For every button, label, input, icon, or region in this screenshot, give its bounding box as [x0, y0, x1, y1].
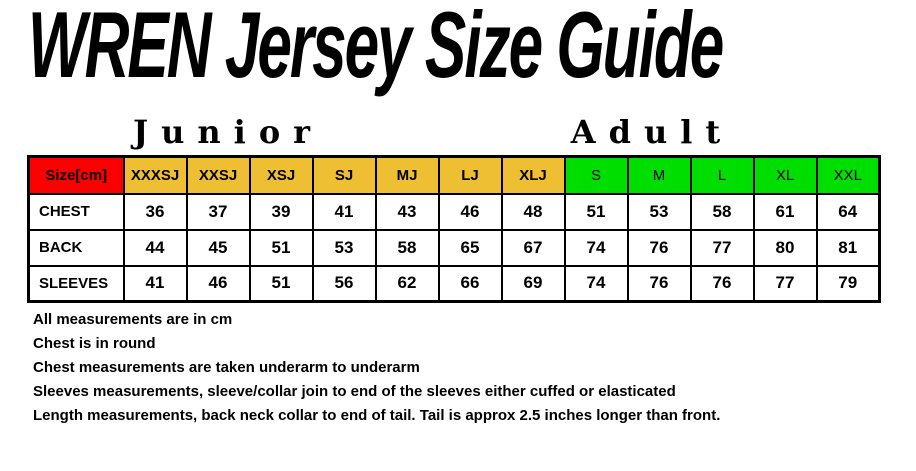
size-header-row: [29, 157, 880, 194]
back-value-cell: 51: [250, 230, 313, 266]
sleeves-value-cell: 51: [250, 266, 313, 302]
table-row-back: [29, 230, 880, 266]
back-value-cell: 58: [376, 230, 439, 266]
junior-group-heading: Junior: [132, 113, 324, 151]
sleeves-value-cell: 74: [565, 266, 628, 302]
row-label-chest: CHEST: [29, 194, 124, 230]
size-header-cell-lj: LJ: [439, 157, 502, 194]
size-header-cell-xlj: XLJ: [502, 157, 565, 194]
back-value-cell: 44: [124, 230, 187, 266]
back-value-cell: 67: [502, 230, 565, 266]
size-header-cell-xl: XL: [754, 157, 817, 194]
row-label-sleeves: SLEEVES: [29, 266, 124, 302]
size-header-cell-xxsj: XXSJ: [187, 157, 250, 194]
note-line-length-method: Length measurements, back neck collar to end of tail. Tail is approx 2.5 inches longer than front.: [33, 407, 721, 424]
measurement-notes: [33, 308, 720, 428]
chest-value-cell: 48: [502, 194, 565, 230]
chest-value-cell: 39: [250, 194, 313, 230]
row-label-back: BACK: [29, 230, 124, 266]
size-header-cell-xxl: XXL: [817, 157, 880, 194]
sleeves-value-cell: 46: [187, 266, 250, 302]
size-unit-header-cell: Size[cm]: [29, 157, 124, 194]
size-header-cell-s: S: [565, 157, 628, 194]
chest-value-cell: 41: [313, 194, 376, 230]
size-header-cell-xsj: XSJ: [250, 157, 313, 194]
chest-value-cell: 37: [187, 194, 250, 230]
note-line-sleeves-method: Sleeves measurements, sleeve/collar join to end of the sleeves either cuffed or elasticated: [33, 383, 676, 400]
chest-value-cell: 61: [754, 194, 817, 230]
adult-group-heading: Adult: [570, 113, 734, 151]
back-value-cell: 77: [691, 230, 754, 266]
size-header-cell-sj: SJ: [313, 157, 376, 194]
chest-value-cell: 36: [124, 194, 187, 230]
size-header-cell-mj: MJ: [376, 157, 439, 194]
sleeves-value-cell: 66: [439, 266, 502, 302]
chest-value-cell: 64: [817, 194, 880, 230]
sleeves-value-cell: 69: [502, 266, 565, 302]
sleeves-value-cell: 77: [754, 266, 817, 302]
table-row-sleeves: [29, 266, 880, 302]
size-guide-table: [27, 155, 881, 303]
size-header-cell-l: L: [691, 157, 754, 194]
back-value-cell: 74: [565, 230, 628, 266]
note-line-chest-method: Chest measurements are taken underarm to underarm: [33, 359, 420, 376]
chest-value-cell: 58: [691, 194, 754, 230]
sleeves-value-cell: 79: [817, 266, 880, 302]
chest-value-cell: 43: [376, 194, 439, 230]
back-value-cell: 80: [754, 230, 817, 266]
sleeves-value-cell: 56: [313, 266, 376, 302]
chest-value-cell: 51: [565, 194, 628, 230]
size-header-cell-m: M: [628, 157, 691, 194]
page-title: WREN Jersey Size Guide: [28, 0, 723, 97]
back-value-cell: 65: [439, 230, 502, 266]
sleeves-value-cell: 62: [376, 266, 439, 302]
chest-value-cell: 53: [628, 194, 691, 230]
note-line-chest-round: Chest is in round: [33, 335, 156, 352]
note-line-units: All measurements are in cm: [33, 311, 233, 328]
sleeves-value-cell: 76: [691, 266, 754, 302]
size-header-cell-xxxsj: XXXSJ: [124, 157, 187, 194]
table-row-chest: [29, 194, 880, 230]
chest-value-cell: 46: [439, 194, 502, 230]
back-value-cell: 76: [628, 230, 691, 266]
sleeves-value-cell: 76: [628, 266, 691, 302]
back-value-cell: 45: [187, 230, 250, 266]
sleeves-value-cell: 41: [124, 266, 187, 302]
back-value-cell: 81: [817, 230, 880, 266]
back-value-cell: 53: [313, 230, 376, 266]
